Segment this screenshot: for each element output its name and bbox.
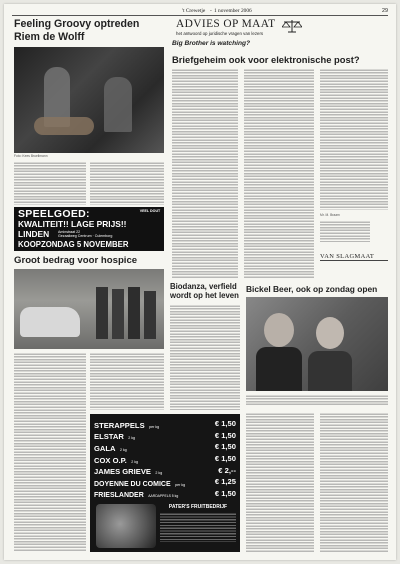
photo-caption: Foto: Kees Bruellmann	[14, 154, 48, 158]
page-header: 't Crewetje - 1 november 2006 29	[12, 8, 388, 16]
product-price: € 1,25	[214, 477, 236, 487]
advies-headline: Briefgeheim ook voor elektronische post?	[172, 54, 360, 65]
product-unit: 2 kg	[128, 436, 136, 441]
speelgoed-place: LINDEN	[18, 229, 50, 239]
page-number: 29	[382, 8, 388, 14]
product-unit: per kg	[149, 424, 160, 429]
product-unit: per kg	[175, 482, 186, 487]
shop-details	[160, 512, 236, 542]
feeling-groovy-body-right	[90, 161, 164, 205]
product-unit: 2 kg	[131, 459, 139, 464]
product-price: € 1,50	[214, 454, 236, 464]
speelgoed-koopzondag: KOOPZONDAG 5 NOVEMBER	[18, 240, 129, 249]
article-title-bickel-beer: Bickel Beer, ook op zondag open	[246, 284, 378, 294]
product-price: € 2,--	[218, 465, 236, 475]
product-name: ELSTAR	[94, 432, 124, 442]
product-name: JAMES GRIEVE	[94, 467, 151, 477]
hospice-photo	[14, 269, 164, 349]
hospice-body-left	[14, 352, 86, 552]
biodanza-body	[170, 304, 240, 410]
advies-body-col1	[172, 68, 238, 278]
speelgoed-title: SPEELGOED:	[18, 208, 90, 220]
newspaper-page	[4, 4, 396, 560]
feeling-groovy-body-left	[14, 161, 86, 205]
product-name: DOYENNE DU COMICE	[94, 480, 171, 488]
advies-title: ADVIES OP MAAT	[176, 18, 276, 30]
fruit-price-list	[94, 418, 236, 499]
product-price: € 1,50	[214, 430, 236, 440]
concert-photo	[14, 47, 164, 153]
header-publication: 't Crewetje	[182, 8, 206, 14]
article-title-biodanza: Biodanza, verfield wordt op het leven	[170, 282, 239, 301]
product-name: COX O.P.	[94, 455, 127, 465]
van-slagmaat-logo: VAN SLAGMAAT	[320, 253, 388, 261]
advies-subtitle: het antwoord op juridische vragen van lezers	[176, 31, 264, 36]
fruit-ad-image	[96, 504, 156, 548]
product-name: FRIESLANDER	[94, 492, 144, 500]
hospice-body-right-top	[90, 352, 164, 410]
bickel-caption	[246, 394, 388, 406]
scales-of-justice-icon	[282, 19, 302, 33]
price-row	[94, 488, 236, 500]
header-date: 1 november 2006	[214, 8, 252, 14]
advies-question: Big Brother is watching?	[172, 40, 251, 47]
article-title-hospice: Groot bedrag voor hospice	[14, 255, 138, 266]
bickel-body-col1	[246, 412, 314, 552]
speelgoed-address: Aminstraat 22 Gezaailweg Centrum · Culemborg	[58, 230, 113, 239]
product-unit: 2 kg	[155, 471, 163, 476]
bickel-beer-photo	[246, 297, 388, 391]
product-unit: 2 kg	[119, 447, 127, 452]
advies-author-details	[320, 220, 370, 242]
advies-body-col3	[320, 68, 388, 210]
advies-header	[170, 18, 388, 38]
article-title-feeling-groovy: Feeling Groovy optreden Riem de Wolff	[14, 18, 140, 43]
product-price: € 1,50	[214, 419, 236, 429]
advies-author: Mr. M. Braam	[320, 213, 340, 217]
product-name: GALA	[94, 443, 116, 453]
product-unit: AARDAPPELS 5 kg	[148, 494, 179, 499]
speelgoed-ad	[14, 207, 164, 251]
speelgoed-title-side: VEEL DOUT	[139, 209, 161, 213]
speelgoed-slogan: KWALITEIT!! LAGE PRIJS!!	[18, 219, 127, 229]
fruit-ad	[90, 414, 240, 552]
product-price: € 1,50	[214, 488, 236, 498]
product-name: STERAPPELS	[94, 420, 145, 430]
product-price: € 1,50	[214, 442, 236, 452]
advies-body-col2	[244, 68, 314, 278]
bickel-body-col2	[320, 412, 388, 552]
shop-name: PATER'S FRUITBEDRIJF	[168, 504, 228, 510]
